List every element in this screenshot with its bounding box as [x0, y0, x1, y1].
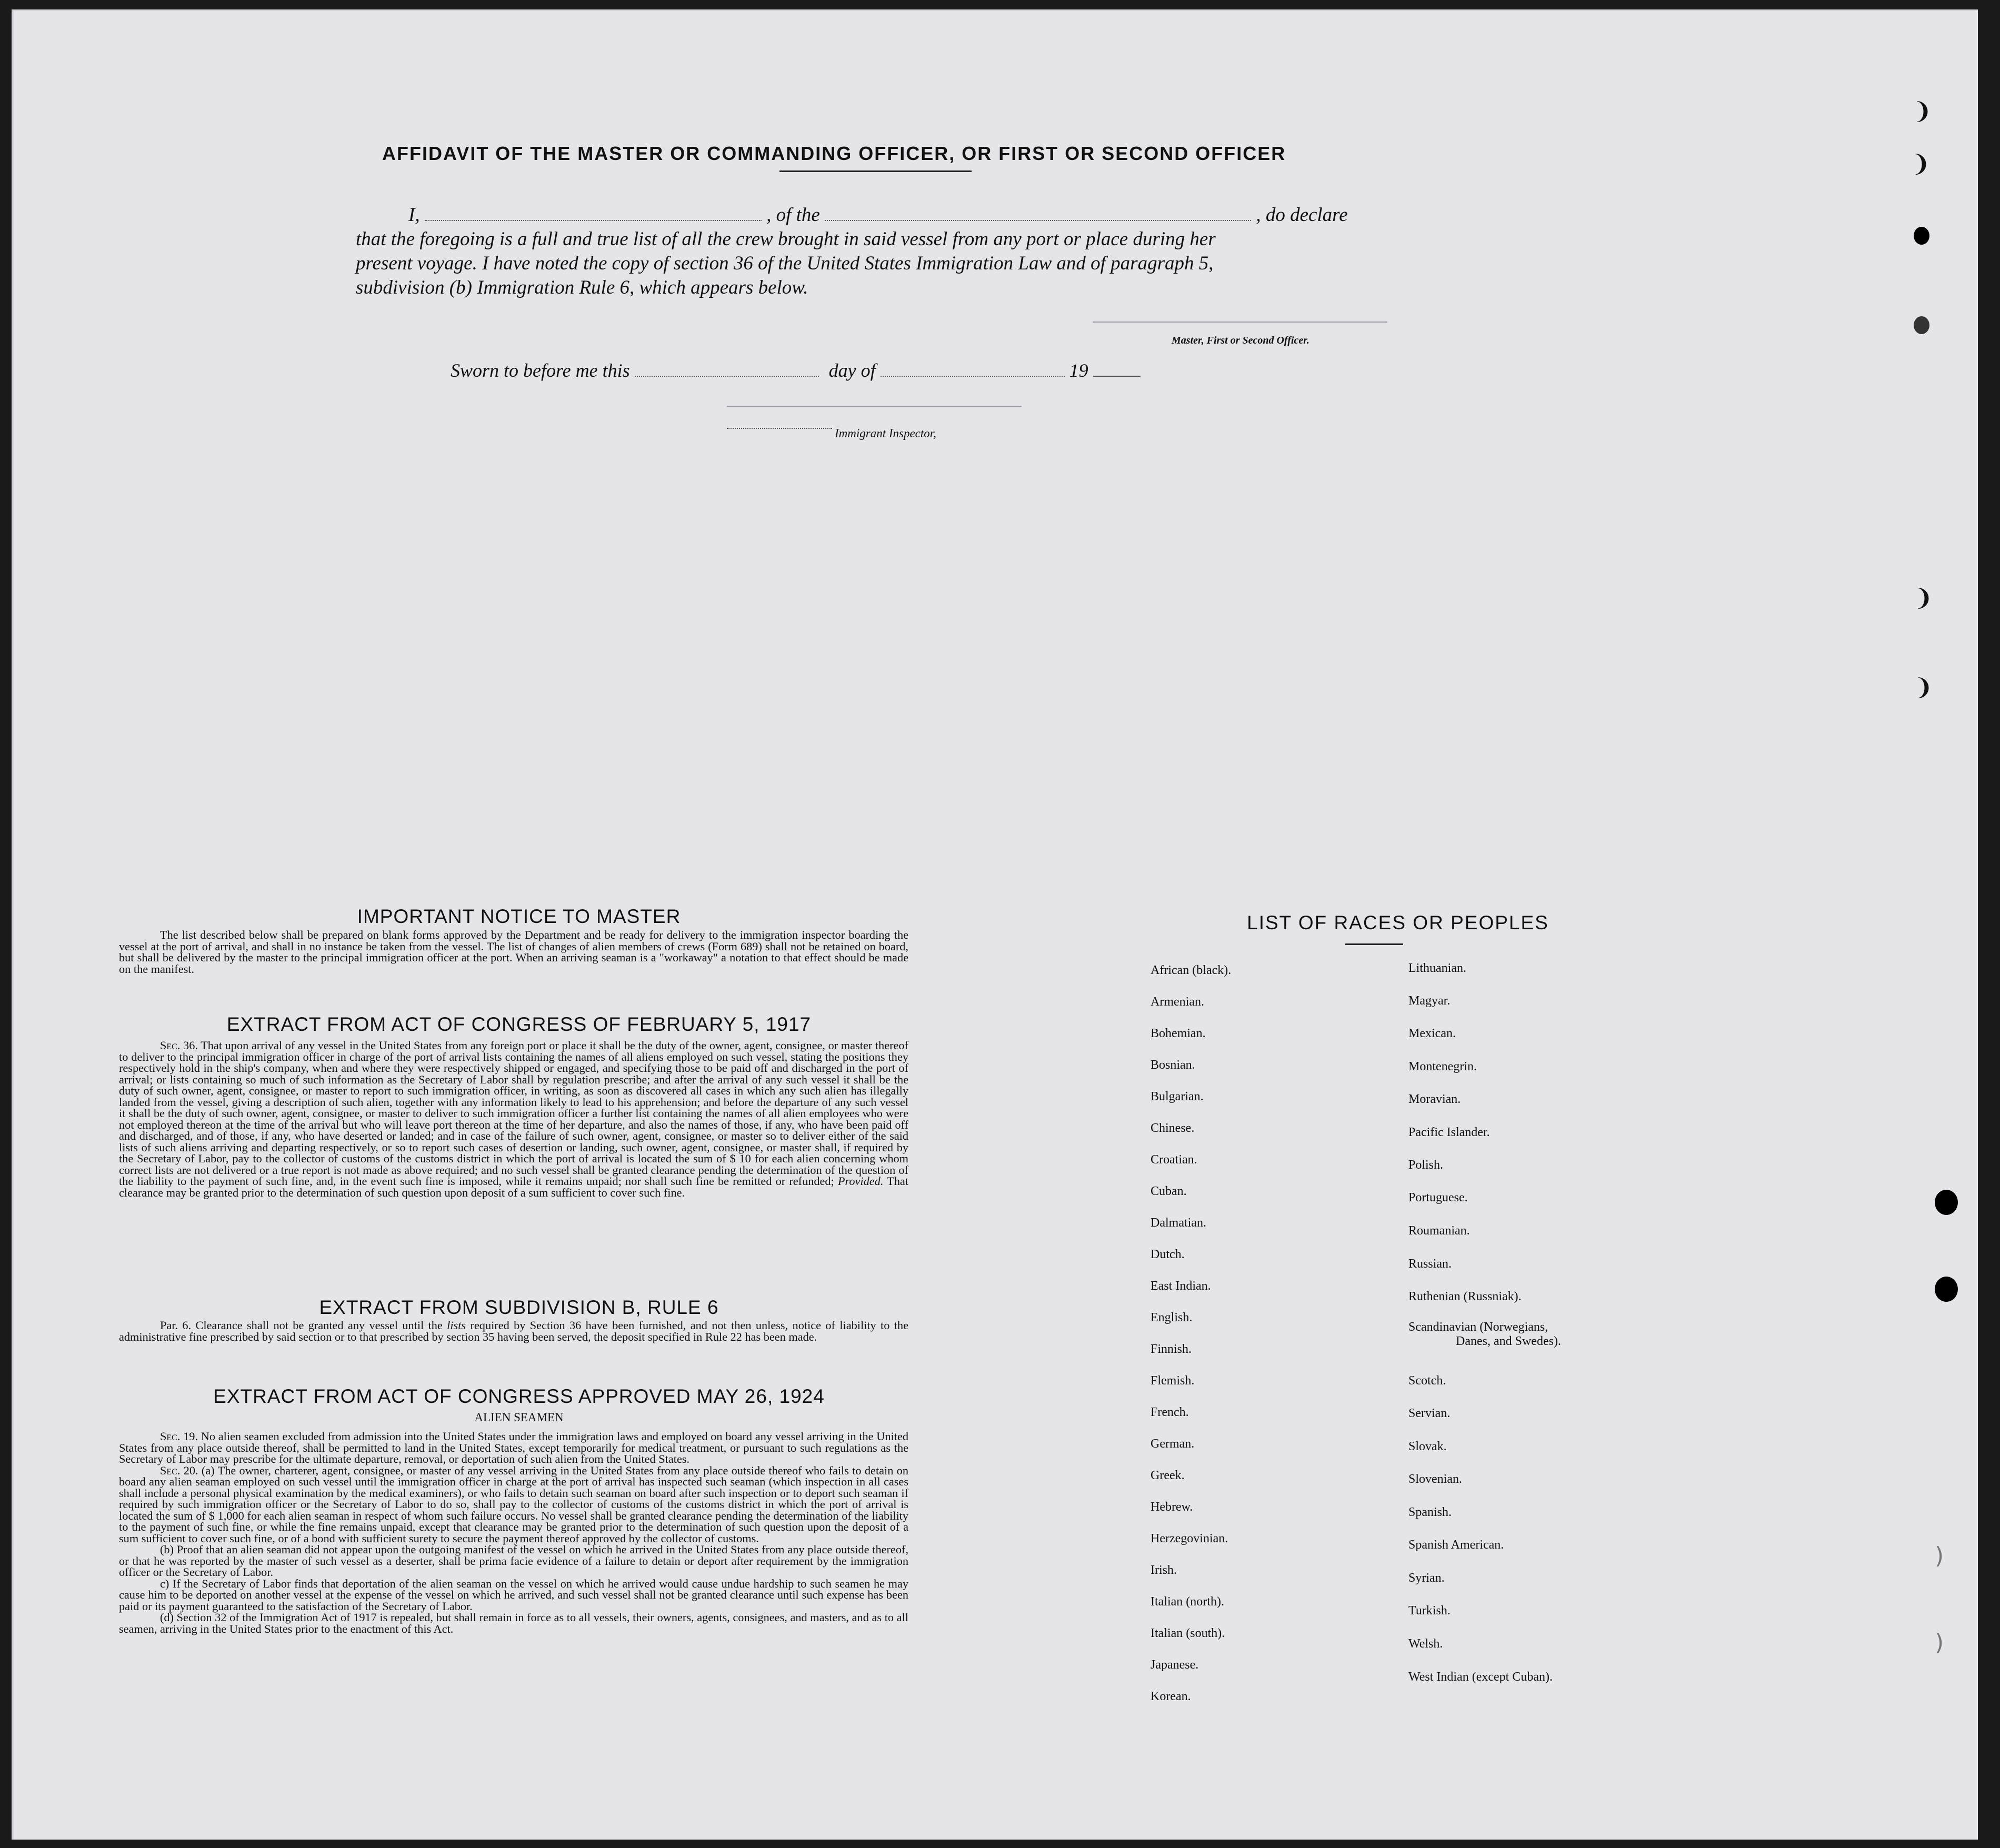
race-item: Croatian. — [1151, 1153, 1197, 1167]
declaration-line-3: present voyage. I have noted the copy of section 36 of the United States Immigration Law and of paragraph 5, — [356, 253, 1214, 274]
inspector-label: Immigrant Inspector, — [835, 427, 936, 440]
race-item: Chinese. — [1151, 1121, 1195, 1135]
race-item: Italian (south). — [1151, 1626, 1225, 1640]
sec-20-c: c) If the Secretary of Labor finds that deportation of the alien seaman on the vessel on which he arrived would cause undue hardship to such seamen he may cause him to be deported on another vessel at the expense of the vessel on which he arrived, and such vessel shall not be granted clearance until such expense has been paid or its payment guaranteed to the satisfaction of the Secretary of Labor. — [119, 1576, 908, 1613]
sworn-label: Sworn to before me this — [451, 360, 630, 381]
race-item: German. — [1151, 1437, 1195, 1451]
race-item: Hebrew. — [1151, 1500, 1193, 1514]
race-item: Pacific Islander. — [1408, 1126, 1490, 1139]
sec-20-d: (d) Section 32 of the Immigration Act of 1917 is repealed, but shall remain in force as to all vessels, their owners, agents, consignees, and masters, and as to all seamen, arriving in the United States prior to the enactment of this Act. — [119, 1611, 908, 1635]
race-item: Italian (north). — [1151, 1595, 1224, 1609]
month-blank[interactable] — [881, 376, 1065, 377]
race-item: Servian. — [1408, 1407, 1451, 1420]
edge-mark: ) — [1935, 1629, 1944, 1656]
race-item: Spanish. — [1408, 1505, 1452, 1519]
declaration-line-2: that the foregoing is a full and true list of all the crew brought in said vessel from any port or place during her — [356, 228, 1216, 250]
signer-label: Master, First or Second Officer. — [1172, 335, 1309, 346]
race-item: Welsh. — [1408, 1637, 1443, 1651]
affidavit-title: AFFIDAVIT OF THE MASTER OR COMMANDING OFFICER, OR FIRST OR SECOND OFFICER — [382, 143, 1286, 164]
day-of-label: day of — [828, 360, 876, 381]
race-item: Scandinavian (Norwegians, — [1408, 1320, 1548, 1334]
race-item: Mexican. — [1408, 1027, 1456, 1040]
proviso-text: That clearance may be granted prior to the determination of such question upon deposit of a sum sufficient to cover such fine. — [119, 1174, 909, 1199]
rule6-title: EXTRACT FROM SUBDIVISION B, RULE 6 — [319, 1297, 719, 1318]
sworn-row — [451, 359, 1141, 381]
race-item: Herzegovinian. — [1151, 1532, 1228, 1545]
rule6-lists: lists — [447, 1319, 466, 1332]
race-item: Spanish American. — [1408, 1538, 1504, 1552]
race-item: Montenegrin. — [1408, 1060, 1477, 1073]
race-item: Turkish. — [1408, 1604, 1451, 1618]
inspector-dotted-lead — [727, 428, 832, 429]
race-item: Slovenian. — [1408, 1472, 1462, 1486]
sec-36-label: Sec. 36. — [160, 1039, 198, 1052]
race-item: English. — [1151, 1311, 1193, 1324]
race-item: Russian. — [1408, 1257, 1452, 1271]
manifest-page — [12, 9, 1978, 1840]
edge-mark: ) — [1935, 1542, 1944, 1569]
inspector-signature-line[interactable] — [727, 406, 1022, 407]
year-label: 19 — [1069, 360, 1088, 381]
race-item: Bohemian. — [1151, 1027, 1206, 1040]
alien-seamen-subtitle: ALIEN SEAMEN — [474, 1411, 564, 1424]
binder-hole — [1914, 316, 1929, 334]
races-title: LIST OF RACES OR PEOPLES — [1247, 912, 1549, 933]
race-item: Scotch. — [1408, 1374, 1446, 1388]
sec-36-text: That upon arrival of any vessel in the United States from any foreign port or place it shall be the duty of the owner, agent, consignee, or master thereof to deliver to the principal immigration officer in charge of the port of arrival lists containing the names of all aliens employed on such vessel, stating the positions they respectively hold in the ship's company, when and where they were respectively shipped or engaged, and specifying those to be paid off and discharged in the port of arrival; or lists containing so much of such information as the Secretary of Labor shall by regulation prescribe; and after the arrival of any such vessel it shall be the duty of such owner, agent, consignee, or master to report to such immigration officer, in writing, as soon as discovered all cases in which any such alien has illegally landed from the vessel, giving a description of such alien, together with any information likely to lead to his apprehension; and before the departure of any such vessel it shall be the duty of such owner, agent, consignee, or master to deliver to such immigration officer a further list containing the names of all alien employees who were not employed thereon at the time of the arrival but who will leave port thereon at the time of her departure, and also the names of those, if any, who have been paid off and discharged, and of those, if any, who have deserted or landed; and in case of the failure of such owner, agent, consignee, or master so to deliver either of the said lists of such aliens arriving and departing respectively, or so to report such cases of desertion or landing, such owner, agent, consignee, or master shall, if required by the Secretary of Labor, pay to the collector of customs of the customs district in which the port of arrival is located the sum of $ 10 for each alien concerning whom correct lists are not delivered or a true report is not made as above required; and no such vessel shall be granted clearance pending the determination of the question of the liability to the payment of such fine, and, in the event such fine is imposed, while it remains unpaid; nor shall such fine be remitted or refunded; — [119, 1039, 908, 1188]
race-item: Finnish. — [1151, 1342, 1192, 1356]
declaration-do-declare: , do declare — [1256, 204, 1348, 226]
notice-body: The list described below shall be prepared on blank forms approved by the Department and be ready for delivery to the immigration inspector boarding the vessel at the port of arrival, and shall in no instance be taken from the vessel. The list of changes of alien members of crews (Form 689) shall not be retained on board, but shall be delivered by the master to the principal immigration officer at the port. When an arriving seaman is a "workaway" a notation to that effect should be made on the manifest. — [119, 928, 908, 976]
race-item: Danes, and Swedes). — [1456, 1334, 1561, 1348]
race-item: Moravian. — [1408, 1092, 1461, 1106]
sec-19-label: Sec. 19. — [160, 1430, 198, 1443]
declaration-i: I, — [408, 204, 420, 226]
title-underline — [779, 170, 972, 172]
vessel-blank[interactable] — [825, 220, 1251, 221]
proviso-label: Provided. — [837, 1174, 884, 1188]
race-item: African (black). — [1151, 963, 1232, 977]
race-item: Bulgarian. — [1151, 1090, 1204, 1103]
race-item: East Indian. — [1151, 1279, 1211, 1293]
race-item: Dutch. — [1151, 1248, 1185, 1261]
race-item: Portuguese. — [1408, 1191, 1468, 1204]
binder-hole — [1935, 1277, 1958, 1302]
races-underline — [1345, 943, 1403, 945]
binder-hole — [1935, 1190, 1958, 1215]
race-item: Lithuanian. — [1408, 961, 1466, 975]
extract-1917-body — [119, 1040, 908, 1198]
edge-mark: ❩ — [1914, 674, 1933, 701]
race-item: Japanese. — [1151, 1658, 1199, 1672]
extract-1924-body — [119, 1431, 908, 1634]
rule6-text-post: required by Section 36 have been furnished, and not then unless, notice of liability to the administrative fine prescribed by said section or to that prescribed by section 35 having been served, the deposit specified in Rule 22 has been made. — [119, 1319, 908, 1343]
edge-mark: ❩ — [1914, 585, 1933, 611]
race-item: Roumanian. — [1408, 1224, 1470, 1238]
race-item: Irish. — [1151, 1563, 1177, 1577]
race-item: Korean. — [1151, 1690, 1191, 1703]
declaration-of-the: , of the — [766, 204, 820, 226]
race-item: Magyar. — [1408, 994, 1451, 1008]
race-item: Dalmatian. — [1151, 1216, 1206, 1230]
notice-title: IMPORTANT NOTICE TO MASTER — [357, 906, 681, 927]
race-item: Ruthenian (Russniak). — [1408, 1290, 1522, 1303]
race-item: Syrian. — [1408, 1571, 1445, 1585]
name-blank[interactable] — [425, 220, 762, 221]
rule6-body — [119, 1320, 908, 1342]
sec-19-text: No alien seamen excluded from admission into the United States under the immigration laws and employed on board any vessel arriving in the United States from any place outside thereof, shall be permitted to land in the United States, except temporarily for medical treatment, or pursuant to such regulations as the Secretary of Labor may prescribe for the ultimate departure, removal, or deportation of such alien from the United States. — [119, 1430, 908, 1465]
race-item: Polish. — [1408, 1158, 1444, 1172]
affidavit-declaration — [356, 203, 1408, 300]
race-item: French. — [1151, 1405, 1189, 1419]
extract-1917-title: EXTRACT FROM ACT OF CONGRESS OF FEBRUARY 5, 1917 — [226, 1013, 812, 1035]
sec-20-a: (a) The owner, charterer, agent, consignee, or master of any vessel arriving in the United States from any place outside thereof who fails to detain on board any alien seaman employed on such vessel until the immigration officer in charge at the port of arrival has inspected such seaman (which inspection in all cases shall include a personal physical examination by the medical examiners), or who fails to detain such seaman on board after such inspection or to deport such seaman if required by such immigration officer or the Secretary of Labor to do so, shall pay to the collector of customs of the customs district in which the port of arrival is located the sum of $ 1,000 for each alien seaman in respect of whom such failure occurs. No vessel shall be granted clearance pending the determination of the liability to the payment of such fine, or while the fine remains unpaid, except that clearance may be granted prior to the determination of such question upon the deposit of a sum sufficient to cover such fine, or of a bond with sufficient surety to secure the payment thereof approved by the collector of customs. — [119, 1463, 908, 1545]
signature-line[interactable] — [1093, 322, 1387, 323]
race-item: West Indian (except Cuban). — [1408, 1670, 1553, 1684]
declaration-line-4: subdivision (b) Immigration Rule 6, which appears below. — [356, 277, 808, 298]
sec-20-b: (b) Proof that an alien seaman did not appear upon the outgoing manifest of the vessel on which he arrived in the United States from any place outside thereof, or that he was reported by the master of such vessel as a deserter, shall be prima facie evidence of a failure to detain or deport after requirement by the immigration officer or the Secretary of Labor. — [119, 1543, 908, 1579]
day-blank[interactable] — [635, 376, 819, 377]
race-item: Greek. — [1151, 1469, 1185, 1482]
race-item: Cuban. — [1151, 1184, 1187, 1198]
rule6-text-pre: Par. 6. Clearance shall not be granted any vessel until the — [160, 1319, 443, 1332]
edge-mark: ❩ — [1913, 98, 1932, 125]
race-item: Bosnian. — [1151, 1058, 1195, 1072]
edge-mark: ❩ — [1911, 150, 1931, 177]
race-item: Slovak. — [1408, 1440, 1447, 1453]
extract-1924-title: EXTRACT FROM ACT OF CONGRESS APPROVED MAY 26, 1924 — [213, 1385, 825, 1407]
year-blank[interactable] — [1093, 376, 1141, 377]
race-item: Flemish. — [1151, 1374, 1195, 1388]
race-item: Armenian. — [1151, 995, 1204, 1009]
binder-hole — [1914, 227, 1929, 245]
sec-20-label: Sec. 20. — [160, 1463, 198, 1477]
